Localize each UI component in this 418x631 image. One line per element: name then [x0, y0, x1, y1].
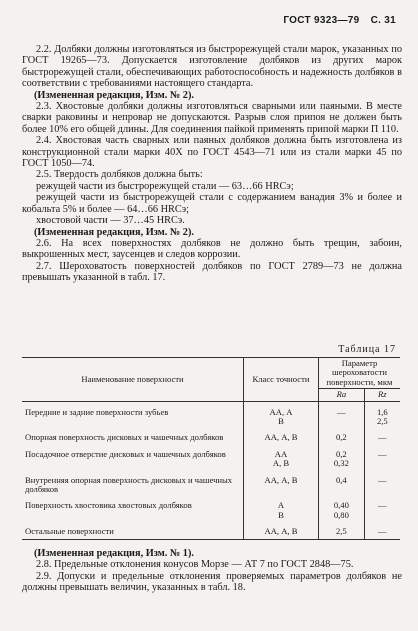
hardness-item: хвостовой части — 37…45 HRCэ. — [36, 215, 185, 227]
amendment-note: (Измененная редакция, Изм. № 2). — [34, 89, 194, 101]
cell-class: АА, А В — [244, 401, 319, 427]
paragraph-2-7: 2.7. Шероховатость поверхностей долбяков по ГОСТ 2789—73 не должна превышать указанной в табл. 17. — [22, 260, 402, 284]
cell-rz: — — [364, 427, 400, 443]
cell-rz: — — [364, 495, 400, 521]
col-rz-header: Rz — [364, 389, 400, 401]
col-class-header: Класс точности — [244, 358, 319, 402]
table-row — [22, 444, 400, 470]
cell-surface: Опорная поверхность дисковых и чашечных долбяков — [25, 432, 224, 443]
standard-number: ГОСТ 9323—79 — [283, 15, 360, 26]
cell-class: А В — [244, 495, 319, 521]
cell-class: АА, А, В — [244, 521, 319, 539]
cell-surface: Внутренняя опорная поверхность дисковых и чашечных долбяков — [25, 474, 233, 495]
col-param-header: Параметр шероховатости поверхности, мкм — [319, 358, 401, 389]
paragraph-2-2: 2.2. Долбяки должны изготовляться из быстрорежущей стали марок, указанных по ГОСТ 19265—73. Допускается изготовление долбяков из других марок быстрорежущей стали, обеспечивающих работоспособность и надежность долбяков в соответствии с требованиями настоящего стандарта. — [22, 44, 402, 90]
hardness-item: режущей части из быстрорежущей стали с содержанием ванадия 3% и более и кобальта 5% и более — 64…66 HRCэ; — [22, 192, 402, 215]
cell-rz: — — [364, 444, 400, 470]
col-surface-header: Наименование поверхности — [22, 358, 244, 402]
table-row — [22, 495, 400, 521]
cell-surface: Передние и задние поверхности зубьев — [25, 406, 169, 417]
paragraph-2-4: 2.4. Хвостовая часть сварных или паяных долбяков должна быть изготовлена из конструкционной стали марки 40Х по ГОСТ 4543—71 или из стали марки 45 по ГОСТ 1050—74. — [22, 135, 402, 170]
cell-class: АА, А, В — [244, 470, 319, 496]
roughness-table — [22, 357, 400, 540]
table-row — [22, 401, 400, 427]
cell-ra: — — [319, 401, 365, 427]
table-caption: Таблица 17 — [338, 344, 396, 355]
table-row — [22, 427, 400, 443]
amendment-note: (Измененная редакция, Изм. № 2). — [34, 226, 194, 238]
body-text-after-table — [22, 548, 402, 594]
hardness-item: режущей части из быстрорежущей стали — 63…66 HRCэ; — [36, 180, 294, 192]
cell-ra: 2,5 — [319, 521, 365, 539]
cell-rz: — — [364, 470, 400, 496]
cell-surface: Остальные поверхности — [22, 521, 244, 539]
amendment-note: (Измененная редакция, Изм. № 1). — [34, 548, 194, 559]
cell-ra: 0,2 0,32 — [319, 444, 365, 470]
cell-ra: 0,40 0,80 — [319, 495, 365, 521]
paragraph-2-6: 2.6. На всех поверхностях долбяков не должно быть трещин, забоин, выкрошенных мест, заусенцев и следов коррозии. — [22, 237, 402, 261]
table-row — [22, 521, 400, 539]
cell-surface: Поверхность хвостовика хвостовых долбяков — [25, 500, 192, 511]
table-row — [22, 470, 400, 496]
page-number: С. 31 — [370, 15, 396, 26]
paragraph-2-9: 2.9. Допуски и предельные отклонения проверяемых параметров долбяков не должны превышать величин, указанных в табл. 18. — [22, 570, 402, 594]
col-ra-header: Ra — [319, 389, 365, 401]
paragraph-2-8: 2.8. Предельные отклонения конусов Морзе — АТ 7 по ГОСТ 2848—75. — [36, 559, 354, 571]
cell-ra: 0,2 — [319, 427, 365, 443]
paragraph-2-3: 2.3. Хвостовые долбяки должны изготовляться сварными или паяными. В месте сварки раковины и непровар не допускаются. Разрыв слоя припоя не должен быть более 10% его общей длины. Для соединения пайкой применять припой марки П 110. — [22, 101, 402, 135]
body-text — [22, 44, 402, 284]
paragraph-2-5: 2.5. Твердость долбяков должна быть: — [36, 169, 203, 181]
cell-ra: 0,4 — [319, 470, 365, 496]
cell-rz: — — [364, 521, 400, 539]
cell-class: АА А, В — [244, 444, 319, 470]
cell-class: АА, А, В — [244, 427, 319, 443]
cell-rz: 1,6 2,5 — [364, 401, 400, 427]
page-header — [283, 15, 396, 26]
cell-surface: Посадочное отверстие дисковых и чашечных долбяков — [25, 448, 226, 459]
